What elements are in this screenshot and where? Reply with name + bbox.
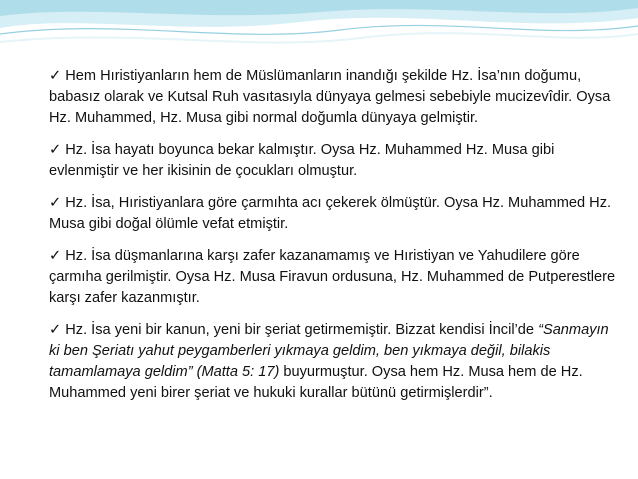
bullet-text: Hem Hıristiyanların hem de Müslümanların inandığı şekilde Hz. İsa’nın doğumu, babasız olarak ve Kutsal Ruh vasıtasıyla dünyaya gelmesi sebebiyle mucizevîdir. Oysa Hz. Muhammed, Hz. Musa gibi normal doğumla dünyaya gelmiştir. <box>49 68 611 126</box>
bullet-paragraph <box>49 193 619 235</box>
check-icon: ✓ <box>49 322 62 338</box>
bullet-text: buyurmuştur. Oysa hem Hz. Musa hem de Hz. Muhammed yeni birer şeriat ve hukuki kurallar bütünü getirmişlerdir”. <box>49 364 583 401</box>
check-icon: ✓ <box>49 195 62 211</box>
check-icon: ✓ <box>49 68 62 84</box>
bullet-text: Hz. İsa, Hıristiyanlara göre çarmıhta acı çekerek ölmüştür. Oysa Hz. Muhammed Hz. Musa gibi doğal ölümle vefat etmiştir. <box>49 195 612 232</box>
bullet-paragraph <box>49 246 619 309</box>
bullet-paragraph <box>49 320 619 404</box>
check-icon: ✓ <box>49 142 62 158</box>
bullet-paragraph <box>49 140 619 182</box>
bullet-paragraph <box>49 66 619 129</box>
wave-line-2 <box>0 33 638 42</box>
header-wave-decoration <box>0 0 638 70</box>
bullet-text: Hz. İsa düşmanlarına karşı zafer kazanamamış ve Hıristiyan ve Yahudilere göre çarmıha gerilmiştir. Oysa Hz. Musa Firavun ordusuna, Hz. Muhammed de Putperestlere karşı zafer kazanmıştır. <box>49 248 616 306</box>
bullet-text: Hz. İsa hayatı boyunca bekar kalmıştır. Oysa Hz. Muhammed Hz. Musa gibi evlenmiştir ve her ikisinin de çocukları olmuştur. <box>49 142 555 179</box>
wave-line <box>0 25 638 34</box>
check-icon: ✓ <box>49 248 62 264</box>
bullet-text: Hz. İsa yeni bir kanun, yeni bir şeriat getirmemiştir. Bizzat kendisi İncil’de <box>65 322 539 338</box>
slide-content <box>49 66 619 415</box>
quote-text: “Sanmayın ki ben Şeriatı yahut peygamberleri yıkmaya geldim, ben yıkmaya değil, bilakis tamamlamaya geldim” (Matta 5: 17) <box>49 322 609 380</box>
